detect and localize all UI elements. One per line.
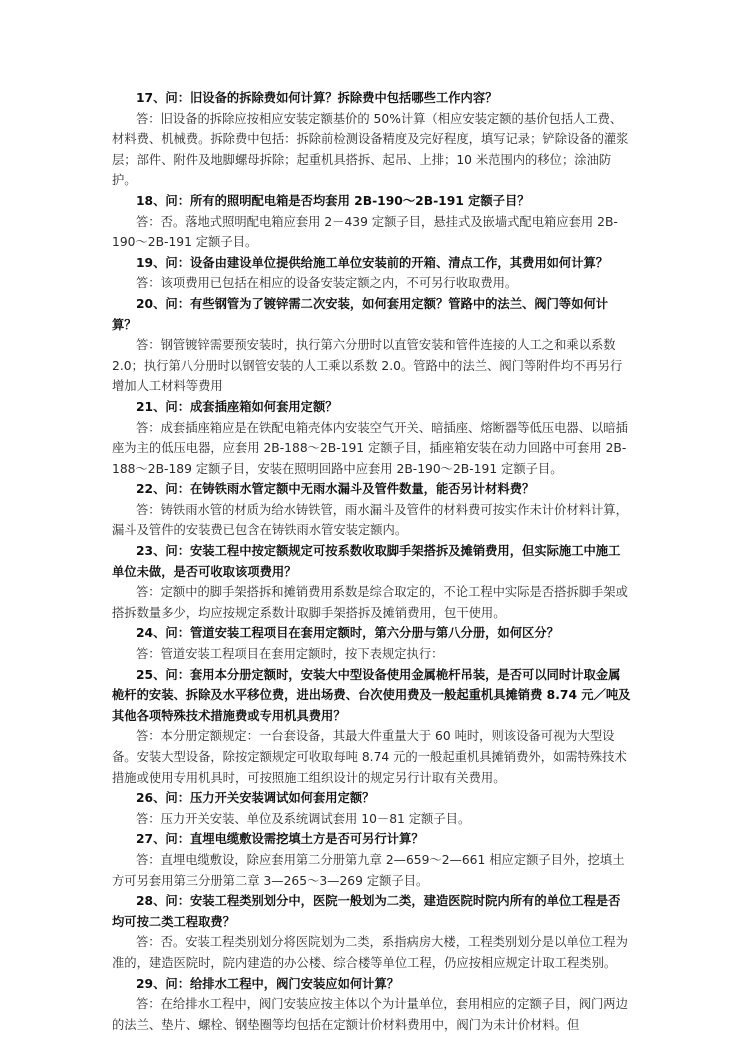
question: 22、问：在铸铁雨水管定额中无雨水漏斗及管件数量，能否另计材料费？ — [136, 482, 535, 497]
question: 21、问：成套插座箱如何套用定额？ — [136, 399, 338, 414]
question: 20、问：有些钢管为了镀锌需二次安装，如何套用定额？管路中的法兰、阀门等如何计算？ — [112, 296, 609, 332]
question: 23、问：安装工程中按定额规定可按系数收取脚手架搭拆及摊销费用，但实际施工中施工单位未做，是否可收取该项费用？ — [112, 544, 621, 579]
answer: 答：在给排水工程中，阀门安装应按主体以个为计量单位，套用相应的定额子目，阀门两边的法兰、垫片、螺栓、钢垫圈等均包括在定额计价材料费用中，阀门为未计价材料。但 — [112, 997, 628, 1032]
question: 19、问：设备由建设单位提供给施工单位安装前的开箱、清点工作，其费用如何计算？ — [136, 255, 609, 270]
answer: 答：否。落地式照明配电箱应套用 2－439 定额子目，悬挂式及嵌墙式配电箱应套用 2B-190～2B-191 定额子目。 — [112, 214, 618, 250]
qa-item-22 — [112, 479, 632, 541]
qa-item-29 — [112, 974, 632, 1036]
qa-item-23 — [112, 541, 632, 623]
answer: 答：本分册定额规定：一台套设备，其最大件重量大于 60 吨时，则该设备可视为大型设备。安装大型设备，除按定额规定可收取每吨 8.74 元的一般起重机具摊销费外，如需特殊技术措施或使用专用机具时，可按照施工组织设计的规定另行计取有关费用。 — [112, 729, 627, 785]
answer: 答：钢管镀锌需要预安装时，执行第六分册时以直管安装和管件连接的人工之和乘以系数 2.0；执行第八分册时以钢管安装的人工乘以系数 2.0。管路中的法兰、阀门等附件均不再另行增加人工材料等费用 — [112, 338, 623, 394]
qa-item-17 — [112, 88, 632, 191]
question: 24、问：管道安装工程项目在套用定额时，第六分册与第八分册，如何区分？ — [136, 626, 559, 641]
qa-item-18 — [112, 191, 632, 253]
answer: 答：压力开关安装、单位及系统调试套用 10－81 定额子目。 — [136, 811, 471, 826]
answer: 答：直埋电缆敷设，除应套用第二分册第九章 2—659～2—661 相应定额子目外，挖填土方可另套用第三分册第二章 3—265～3—269 定额子目。 — [112, 852, 625, 888]
question: 25、问：套用本分册定额时，安装大中型设备使用金属桅杆吊装，是否可以同时计取金属桅杆的安装、拆除及水平移位费，进出场费、台次使用费及一般起重机具摊销费 8.74 元／吨及其他各项特殊技术措施费或专用机具费用？ — [112, 667, 631, 723]
answer: 答：否。安装工程类别划分将医院划为二类，系指病房大楼，工程类别划分是以单位工程为准的，建造医院时，院内建造的办公楼、综合楼等单位工程，仍应按相应规定计取工程类别。 — [112, 935, 628, 970]
question: 28、问：安装工程类别划分中，医院一般划为二类，建造医院时院内所有的单位工程是否均可按二类工程取费？ — [112, 894, 621, 929]
document-page — [112, 88, 632, 1035]
qa-item-21 — [112, 397, 632, 479]
question: 26、问：压力开关安装调试如何套用定额？ — [136, 791, 375, 806]
qa-item-28 — [112, 891, 632, 973]
qa-item-19 — [112, 253, 632, 294]
question: 18、问：所有的照明配电箱是否均套用 2B-190～2B-191 定额子目？ — [136, 193, 530, 208]
answer: 答：定额中的脚手架搭拆和摊销费用系数是综合取定的，不论工程中实际是否搭拆脚手架或搭拆数量多少，均应按规定系数计取脚手架搭拆及摊销费用，包干使用。 — [112, 585, 628, 620]
question: 17、问：旧设备的拆除费如何计算？拆除费中包括哪些工作内容？ — [136, 91, 498, 105]
qa-item-25 — [112, 665, 632, 789]
answer: 答：成套插座箱应是在铁配电箱壳体内安装空气开关、暗插座、熔断器等低压电器、以暗插座为主的低压电器，应套用 2B-188～2B-191 定额子目，插座箱安装在动力回路中可套用 2B-188～2B-189 定额子目，安装在照明回路中应套用 2B-190～2B-191 定额子目。 — [112, 420, 628, 476]
answer: 答：该项费用已包括在相应的设备安装定额之内，不可另行收取费用。 — [136, 276, 518, 291]
qa-item-24 — [112, 623, 632, 664]
question: 27、问：直埋电缆敷设需挖填土方是否可另行计算？ — [136, 832, 424, 847]
answer: 答：旧设备的拆除应按相应安装定额基价的 50%计算（相应安装定额的基价包括人工费、材料费、机械费。拆除费中包括：拆除前检测设备精度及完好程度，填写记录；铲除设备的灌浆层；部件、附件及地脚螺母拆除；起重机具搭拆、起吊、上排；10 米范围内的移位；涂油防护。 — [112, 111, 629, 188]
qa-item-27 — [112, 829, 632, 891]
question: 29、问：给排水工程中，阀门安装应如何计算？ — [136, 976, 400, 991]
answer: 答：管道安装工程项目在套用定额时，按下表规定执行： — [136, 647, 444, 662]
answer: 答：铸铁雨水管的材质为给水铸铁管，雨水漏斗及管件的材料费可按实作未计价材料计算，漏斗及管件的安装费已包含在铸铁雨水管安装定额内。 — [112, 502, 628, 538]
qa-item-20 — [112, 294, 632, 397]
qa-item-26 — [112, 788, 632, 829]
